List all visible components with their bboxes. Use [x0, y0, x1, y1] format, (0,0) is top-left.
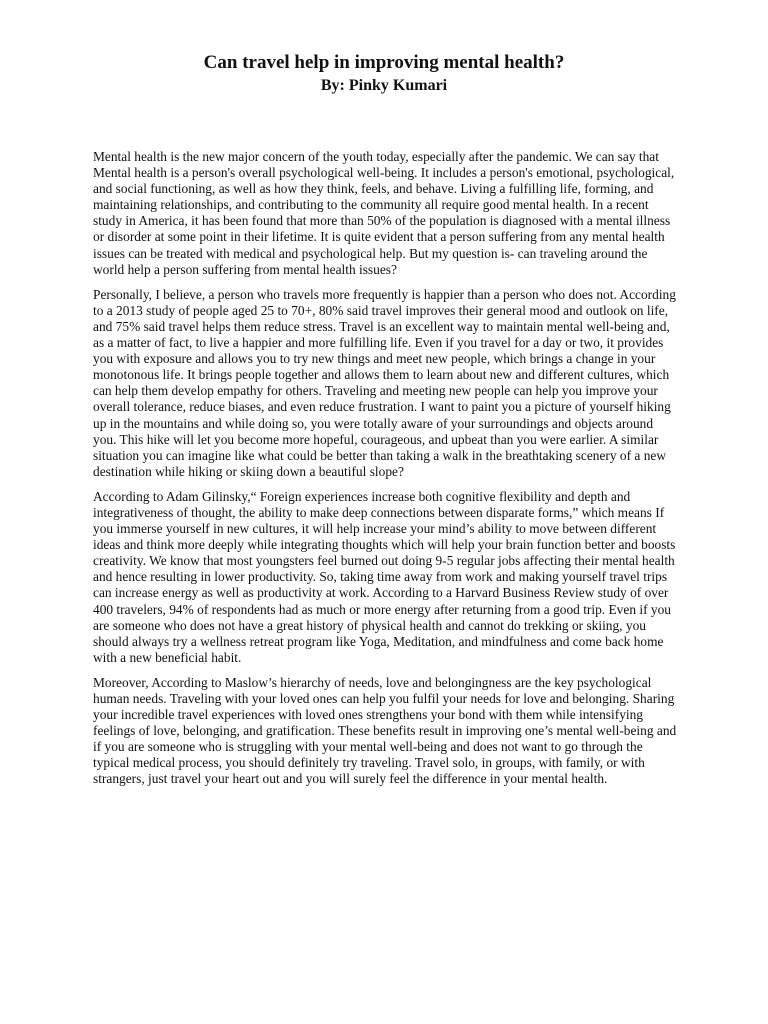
author-byline: By: Pinky Kumari	[320, 77, 448, 94]
article-body	[93, 149, 678, 797]
page-title: Can travel help in improving mental health?	[203, 52, 565, 73]
paragraph-1: Mental health is the new major concern of the youth today, especially after the pandemic. We can say that Mental health is a person's overall psychological well-being. It includes a person's emotional, psychological, and social functioning, as well as how they think, feels, and behave. Living a fulfilling life, forming, and maintaining relationships, and contributing to the community all require good mental health. In a recent study in America, it has been found that more than 50% of the population is diagnosed with a mental illness or disorder at some point in their lifetime. It is quite evident that a person suffering from any mental health issues can be treated with medical and psychological help. But my question is- can traveling around the world help a person suffering from mental health issues?	[93, 149, 675, 277]
paragraph-2: Personally, I believe, a person who travels more frequently is happier than a person who does not. According to a 2013 study of people aged 25 to 70+, 80% said travel improves their general mood and outlook on life, and 75% said travel helps them reduce stress. Travel is an excellent way to maintain mental well-being and, as a matter of fact, to live a happier and more fulfilling life. Even if you travel for a day or two, it provides you with exposure and allows you to try new things and meet new people, which brings a change in your monotonous life. It brings people together and allows them to learn about new and different cultures, which can help them develop empathy for others. Traveling and meeting new people can help you improve your overall tolerance, reduce biases, and even reduce frustration. I want to paint you a picture of yourself hiking up in the mountains and while doing so, you were totally aware of your surroundings and objects around you. This hike will let you become more hopeful, courageous, and upbeat than you were earlier. A similar situation you can imagine like what could be better than taking a walk in the breathtaking scenery of a new destination while hiking or skiing down a beautiful slope?	[93, 286, 676, 479]
paragraph-3: According to Adam Gilinsky,“ Foreign experiences increase both cognitive flexibility and depth and integrativeness of thought, the ability to make deep connections between disparate forms,” which means If you immerse yourself in new cultures, it will help increase your mind’s ability to move between different ideas and think more deeply while integrating thoughts which will help your brain function better and boosts creativity. We know that most youngsters feel burned out doing 9-5 regular jobs affecting their mental health and hence resulting in lower productivity. So, taking time away from work and making yourself travel trips can increase energy as well as productivity at work. According to a Harvard Business Review study of over 400 travelers, 94% of respondents had as much or more energy after returning from a good trip. Even if you are someone who does not have a great history of physical health and cannot do trekking or skiing, you should always try a wellness retreat program like Yoga, Meditation, and mindfulness and come back home with a new beneficial habit.	[93, 488, 676, 665]
paragraph-4: Moreover, According to Maslow’s hierarchy of needs, love and belongingness are the key psychological human needs. Traveling with your loved ones can help you fulfil your needs for love and belonging. Sharing your incredible travel experiences with loved ones strengthens your bond with them while intensifying feelings of love, belonging, and gratification. These benefits result in improving one’s mental well-being and if you are someone who is struggling with your mental well-being and does not want to go through the typical medical process, you should definitely try traveling. Travel solo, in groups, with family, or with strangers, just travel your heart out and you will surely feel the difference in your mental health.	[93, 674, 677, 787]
